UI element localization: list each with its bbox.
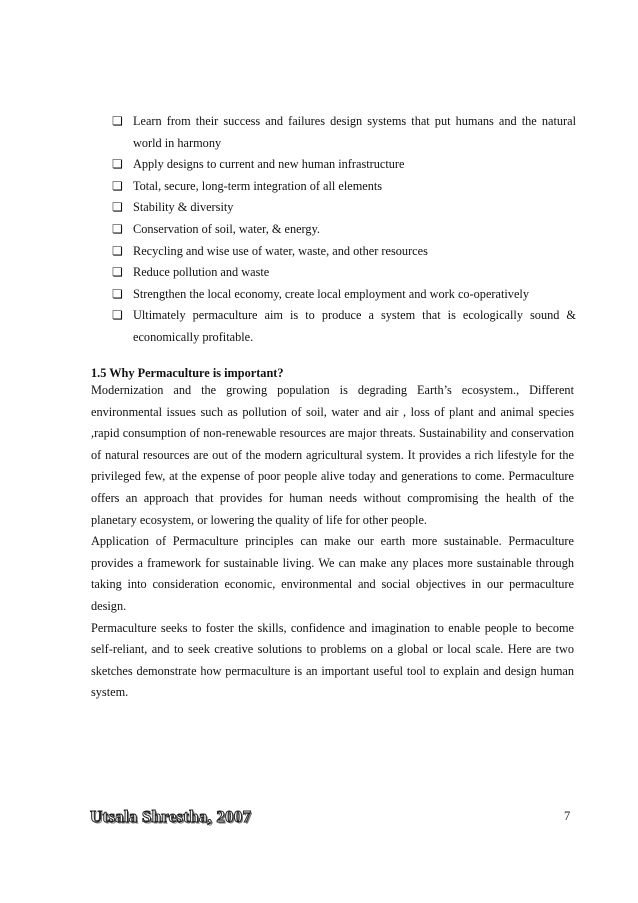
bullet-list [112, 111, 576, 349]
footer-author: Utsala Shrestha, 2007 [90, 807, 252, 826]
list-item-text: Reduce pollution and waste [133, 265, 270, 280]
list-item-text: Learn from their success and failures design systems that put humans and the natural world in harmony [133, 114, 576, 150]
checkbox-bullet-icon: ❏ [112, 308, 123, 323]
list-item [112, 262, 576, 284]
checkbox-bullet-icon: ❏ [112, 114, 123, 128]
list-item [112, 241, 576, 263]
list-item-text: Total, secure, long-term integration of all elements [133, 178, 383, 193]
list-item-text: Recycling and wise use of water, waste, and other resources [133, 243, 428, 258]
list-item-text: Ultimately permaculture aim is to produce a system that is ecologically sound & economically profitable. [133, 308, 576, 344]
checkbox-bullet-icon: ❏ [112, 243, 123, 258]
section-body [91, 380, 574, 704]
checkbox-bullet-icon: ❏ [112, 178, 123, 193]
checkbox-bullet-icon: ❏ [112, 286, 123, 301]
list-item [112, 111, 576, 154]
page-number: 7 [564, 809, 571, 823]
list-item-text: Stability & diversity [133, 200, 234, 215]
checkbox-bullet-icon: ❏ [112, 157, 123, 172]
list-item [112, 154, 576, 176]
list-item [112, 197, 576, 219]
list-item [112, 284, 576, 306]
checkbox-bullet-icon: ❏ [112, 200, 123, 215]
list-item-text: Strengthen the local economy, create local employment and work co-operatively [133, 286, 529, 301]
section-heading: 1.5 Why Permaculture is important? [91, 366, 284, 380]
list-item-text: Conservation of soil, water, & energy. [133, 221, 320, 236]
checkbox-bullet-icon: ❏ [112, 221, 123, 236]
list-item [112, 305, 576, 348]
list-item [112, 219, 576, 241]
list-item [112, 176, 576, 198]
checkbox-bullet-icon: ❏ [112, 265, 123, 280]
paragraph: Application of Permaculture principles can make our earth more sustainable. Permaculture provides a framework for sustainable living. We can make any places more sustainable through taking into consideration economic, environmental and social objectives in our permaculture design. [91, 534, 574, 613]
paragraph: Modernization and the growing population is degrading Earth’s ecosystem., Different environmental issues such as pollution of soil, water and air , loss of plant and animal species ,rapid consumption of non-renewable resources are major threats. Sustainability and conservation of natural resources are out of the modern agricultural system. It provides a rich lifestyle for the privileged few, at the expense of poor people alive today and generations to come. Permaculture offers an approach that provides for human needs without compromising the health of the planetary ecosystem, or lowering the quality of life for other people. [91, 383, 574, 527]
list-item-text: Apply designs to current and new human infrastructure [133, 157, 405, 172]
paragraph: Permaculture seeks to foster the skills, confidence and imagination to enable people to become self-reliant, and to seek creative solutions to problems on a global or local scale. Here are two sketches demonstrate how permaculture is an important useful tool to explain and design human system. [91, 620, 574, 700]
